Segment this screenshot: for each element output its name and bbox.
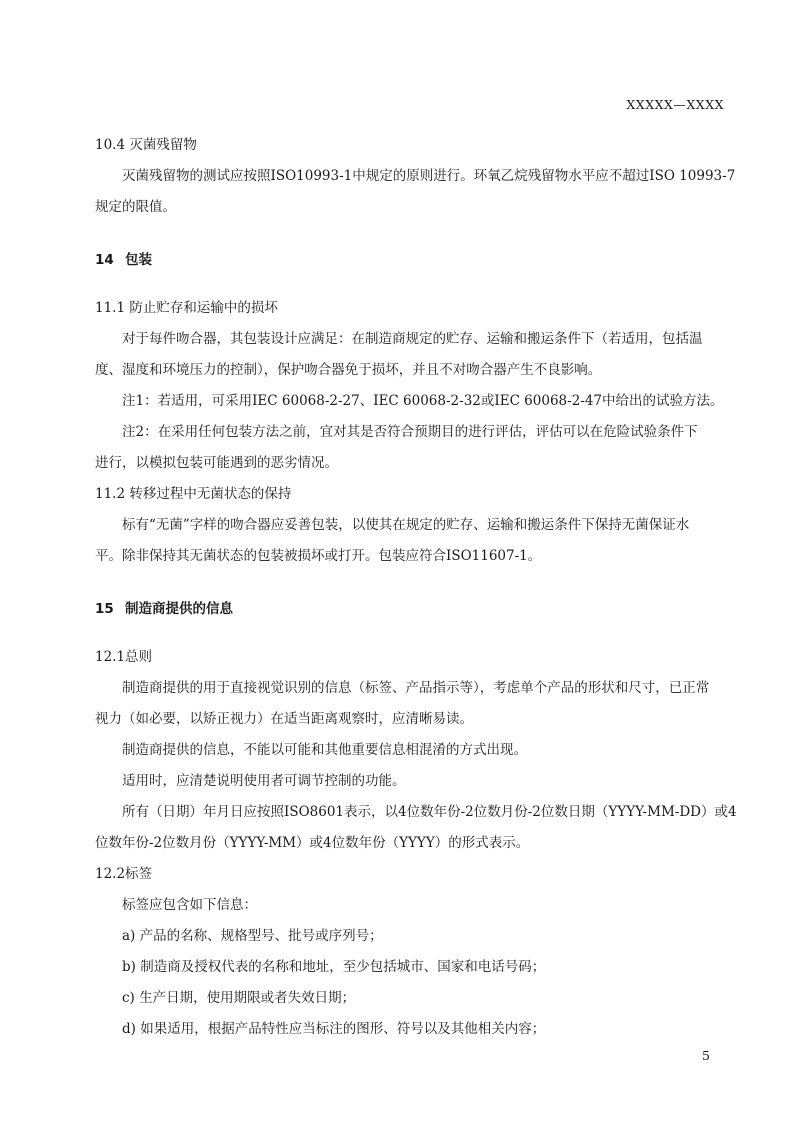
paragraph-line: 标有“无菌”字样的吻合器应妥善包装，以使其在规定的贮存、运输和搬运条件下保持无菌保证水 — [122, 517, 690, 533]
paragraph-line: 灭菌残留物的测试应按照ISO10993-1中规定的原则进行。环氧乙烷残留物水平应不超过ISO 10993-7 — [122, 168, 736, 184]
paragraph-line: 平。除非保持其无菌状态的包装被损坏或打开。包装应符合ISO11607-1。 — [95, 548, 542, 564]
paragraph-line: 规定的限值。 — [95, 199, 176, 215]
paragraph-line: 视力（如必要，以矫正视力）在适当距离观察时，应清晰易读。 — [95, 711, 473, 727]
section-title: 包装 — [125, 252, 152, 268]
paragraph-line: 位数年份-2位数月份（YYYY-MM）或4位数年份（YYYY）的形式表示。 — [95, 835, 530, 851]
paragraph-line: 对于每件吻合器，其包装设计应满足：在制造商规定的贮存、运输和搬运条件下（若适用，包括温 — [122, 331, 703, 347]
section-15-heading — [95, 598, 725, 629]
note-2-line: 注2：在采用任何包装方法之前，宜对其是否符合预期目的进行评估，评估可以在危险试验条件下 — [122, 424, 698, 440]
paragraph-line: 标签应包含如下信息： — [122, 897, 257, 913]
paragraph-line: 适用时，应清楚说明使用者可调节控制的功能。 — [122, 773, 406, 789]
section-title: 制造商提供的信息 — [125, 601, 233, 617]
list-item: a) 产品的名称、规格型号、批号或序列号； — [122, 928, 383, 944]
section-number: 15 — [95, 601, 114, 617]
document-body — [95, 134, 737, 1049]
paragraph-line: 度、湿度和环境压力的控制），保护吻合器免于损坏，并且不对吻合器产生不良影响。 — [95, 362, 602, 378]
section-10-4-title: 10.4 灭菌残留物 — [95, 137, 197, 153]
page-number: 5 — [702, 1048, 710, 1063]
paragraph-line: 制造商提供的信息，不能以可能和其他重要信息相混淆的方式出现。 — [122, 742, 527, 758]
list-item: c) 生产日期，使用期限或者失效日期； — [122, 990, 356, 1006]
note-1: 注1：若适用，可采用IEC 60068-2-27、IEC 60068-2-32或IEC 60068-2-47中给出的试验方法。 — [122, 393, 724, 409]
section-number: 14 — [95, 252, 114, 268]
section-11-2-title: 11.2 转移过程中无菌状态的保持 — [95, 486, 292, 502]
section-11-1-title: 11.1 防止贮存和运输中的损坏 — [95, 300, 278, 316]
section-14-heading — [95, 249, 725, 280]
paragraph-line: 制造商提供的用于直接视觉识别的信息（标签、产品指示等），考虑单个产品的形状和尺寸，已正常 — [122, 680, 710, 696]
document-code: XXXXX—XXXX — [626, 97, 724, 112]
section-12-1-title: 12.1总则 — [95, 649, 153, 665]
list-item: d) 如果适用，根据产品特性应当标注的图形、符号以及其他相关内容； — [122, 1021, 546, 1037]
list-item: b) 制造商及授权代表的名称和地址，至少包括城市、国家和电话号码； — [122, 959, 546, 975]
section-12-2-title: 12.2标签 — [95, 866, 153, 882]
paragraph-line: 所有（日期）年月日应按照ISO8601表示，以4位数年份-2位数月份-2位数日期（YYYY-MM-DD）或4 — [122, 804, 737, 820]
note-2-line: 进行，以模拟包装可能遇到的恶劣情况。 — [95, 455, 338, 471]
